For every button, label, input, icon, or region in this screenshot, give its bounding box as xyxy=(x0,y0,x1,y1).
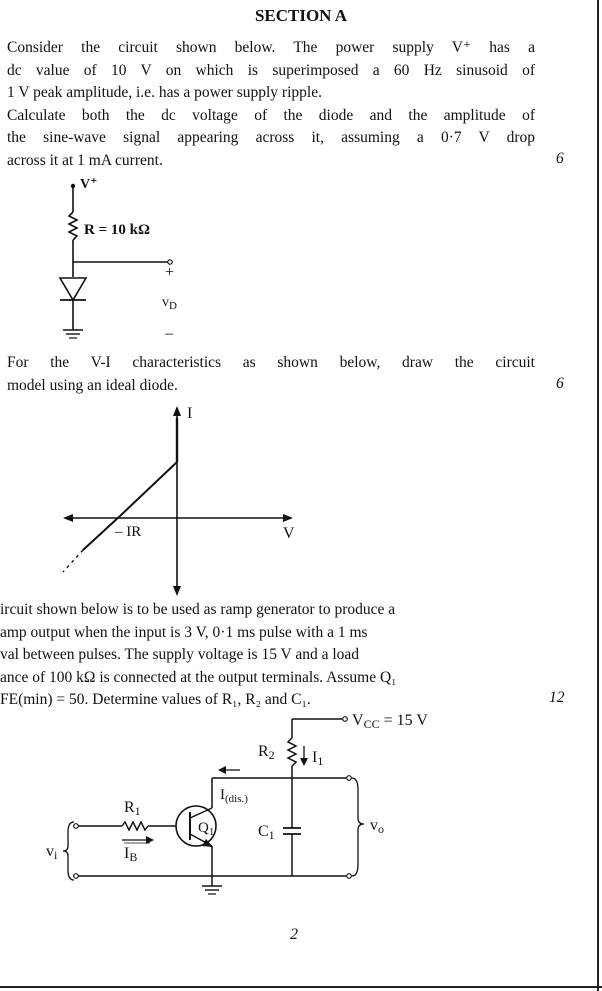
ramp-generator-circuit xyxy=(40,708,460,913)
minus-sign: – xyxy=(165,325,173,342)
page-number: 2 xyxy=(290,926,298,943)
question-2-text xyxy=(7,352,535,397)
vi-characteristic-graph xyxy=(55,398,315,598)
output-terminal-top xyxy=(347,776,352,781)
vd-label: $v_D$ xyxy=(162,295,177,312)
diode-circuit-diagram xyxy=(40,172,200,347)
current-axis-label: I xyxy=(187,405,193,422)
r2-label: R2 xyxy=(258,743,275,762)
negative-intercept-label: – IR xyxy=(115,524,142,540)
idis-label: $I_{(dis.)}$ xyxy=(220,787,248,805)
ground-icon xyxy=(202,886,222,894)
r1-resistor-symbol xyxy=(122,822,148,830)
q3-line: FE(min) = 50. Determine values of R₁, R₂ and C₁. xyxy=(0,691,311,708)
q1-line: across it at 1 mA current. xyxy=(7,151,163,169)
q3-line: ircuit shown below is to be used as ramp generator to produce a xyxy=(0,601,396,618)
input-brace xyxy=(63,822,74,880)
plus-sign: + xyxy=(165,264,175,281)
section-heading: SECTION A xyxy=(254,6,348,25)
q2-line: For the V-I characteristics as shown below, draw the circuit xyxy=(7,354,535,371)
resistor-label: R = 10 kΩ xyxy=(84,222,150,238)
i1-label: I1 xyxy=(312,749,324,768)
q2-line: model using an ideal diode. xyxy=(7,376,178,394)
q1-line: dc value of 10 V on which is superimposed a 60 Hz sinusoid of xyxy=(7,61,535,79)
diode-symbol xyxy=(60,278,86,300)
output-terminal-bottom xyxy=(347,874,352,879)
ground-icon xyxy=(63,330,83,338)
q3-marks: 12 xyxy=(549,689,565,706)
q3-line: amp output when the input is 3 V, 0·1 ms pulse with a 1 ms xyxy=(0,623,368,641)
vi-label: vi xyxy=(46,843,58,862)
ib-label: IB xyxy=(124,845,138,864)
input-terminal-bottom xyxy=(74,874,79,879)
scan-border-bottom xyxy=(0,986,602,988)
q1-line: Consider the circuit shown below. The power supply V⁺ has a xyxy=(7,39,535,56)
output-brace xyxy=(352,778,364,876)
q3-line: val between pulses. The supply voltage is 15 V and a load xyxy=(0,646,360,663)
q1-line: Calculate both the dc voltage of the diode and the amplitude of xyxy=(7,106,535,124)
characteristic-extension xyxy=(63,550,83,572)
vcc-label: VCC = 15 V xyxy=(352,712,428,731)
q1-marks: 6 xyxy=(556,150,564,167)
supply-label: V⁺ xyxy=(80,177,98,192)
r2-resistor-symbol xyxy=(288,738,296,766)
resistor-symbol xyxy=(69,212,77,240)
q3-line: ance of 100 kΩ is connected at the output terminals. Assume Q₁ xyxy=(0,668,397,686)
scan-border-right xyxy=(597,0,599,991)
question-1-text xyxy=(7,37,535,172)
vo-label: vo xyxy=(370,817,384,836)
vcc-terminal xyxy=(343,717,348,722)
question-3-text xyxy=(0,599,540,712)
q2-marks: 6 xyxy=(556,375,564,392)
characteristic-line xyxy=(120,462,177,516)
q1-line: the sine-wave signal appearing across it, assuming a 0·7 V drop xyxy=(7,129,535,146)
voltage-axis-label: V xyxy=(283,525,295,542)
input-terminal-top xyxy=(74,824,79,829)
c1-label: C1 xyxy=(258,823,275,842)
q1-label: $Q_1$ xyxy=(198,820,215,838)
r1-label: R1 xyxy=(124,799,141,818)
q1-line: 1 V peak amplitude, i.e. has a power supply ripple. xyxy=(7,84,322,101)
